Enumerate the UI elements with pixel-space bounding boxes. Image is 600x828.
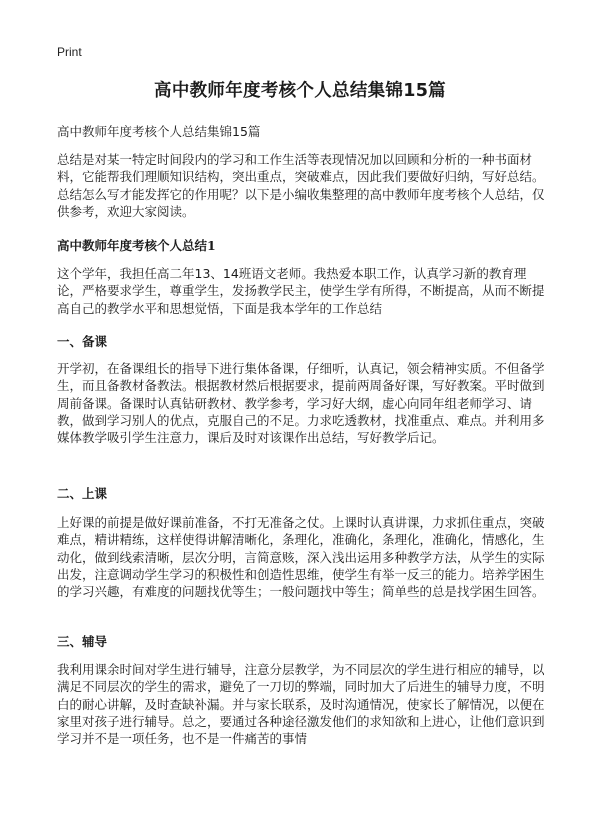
print-link[interactable]: Print — [57, 45, 82, 59]
intro-paragraph: 总结是对某一特定时间段内的学习和工作生活等表现情况加以回顾和分析的一种书面材料，它能帮我们理顺知识结构，突出重点，突破难点，因此我们要做好归纳，写好总结。总结怎么写才能发挥它的作用呢？以下是小编收集整理的高中教师年度考核个人总结，仅供参考，欢迎大家阅读。 — [57, 152, 545, 219]
subtitle: 高中教师年度考核个人总结集锦15篇 — [57, 124, 261, 139]
section-intro-paragraph: 这个学年，我担任高二年13、14班语文老师。我热爱本职工作，认真学习新的教育理论，严格要求学生，尊重学生，发扬教学民主，使学生学有所得，不断提高，从而不断提高自己的教学水平和思想觉悟，下面是我本学年的工作总结 — [57, 266, 545, 316]
paragraph-lesson-prep: 开学初，在备课组长的指导下进行集体备课，仔细听，认真记，领会精神实质。不但备学生，而且备教材备教法。根据教材然后根据要求，提前两周备好课，写好教案。平时做到周前备课。备课时认真钻研教材、教学参考，学习好大纲，虚心向同年组老师学习、请教，做到学习别人的优点，克服自己的不足。力求吃透教材，找准重点、难点。并利用多媒体教学吸引学生注意力，课后及时对该课作出总结，写好教学后记。 — [57, 361, 545, 446]
heading-lesson-prep: 一、备课 — [57, 334, 108, 349]
paragraph-teaching: 上好课的前提是做好课前准备，不打无准备之仗。上课时认真讲课，力求抓住重点，突破难点，精讲精练，这样使得讲解清晰化，条理化，准确化，条理化，准确化，情感化，生动化，做到线索清晰，层次分明，言简意赅，深入浅出运用多种教学方法，从学生的实际出发，注意调动学生学习的积极性和创造性思维，使学生有举一反三的能力。培养学困生的学习兴趣，有难度的问题找优等生；一般问题找中等生；简单些的总是找学困生回答。 — [57, 515, 545, 600]
section-title: 高中教师年度考核个人总结1 — [57, 238, 216, 253]
heading-tutoring: 三、辅导 — [57, 634, 108, 649]
page-title: 高中教师年度考核个人总结集锦15篇 — [154, 81, 446, 101]
heading-teaching: 二、上课 — [57, 486, 108, 501]
paragraph-tutoring: 我利用课余时间对学生进行辅导，注意分层教学，为不同层次的学生进行相应的辅导，以满足不同层次的学生的需求，避免了一刀切的弊端，同时加大了后进生的辅导力度，不明白的耐心讲解，及时查缺补漏。并与家长联系，及时沟通情况，使家长了解情况，以便在家里对孩子进行辅导。总之，要通过各种途径激发他们的求知欲和上进心，让他们意识到学习并不是一项任务，也不是一件痛苦的事情 — [57, 662, 545, 747]
